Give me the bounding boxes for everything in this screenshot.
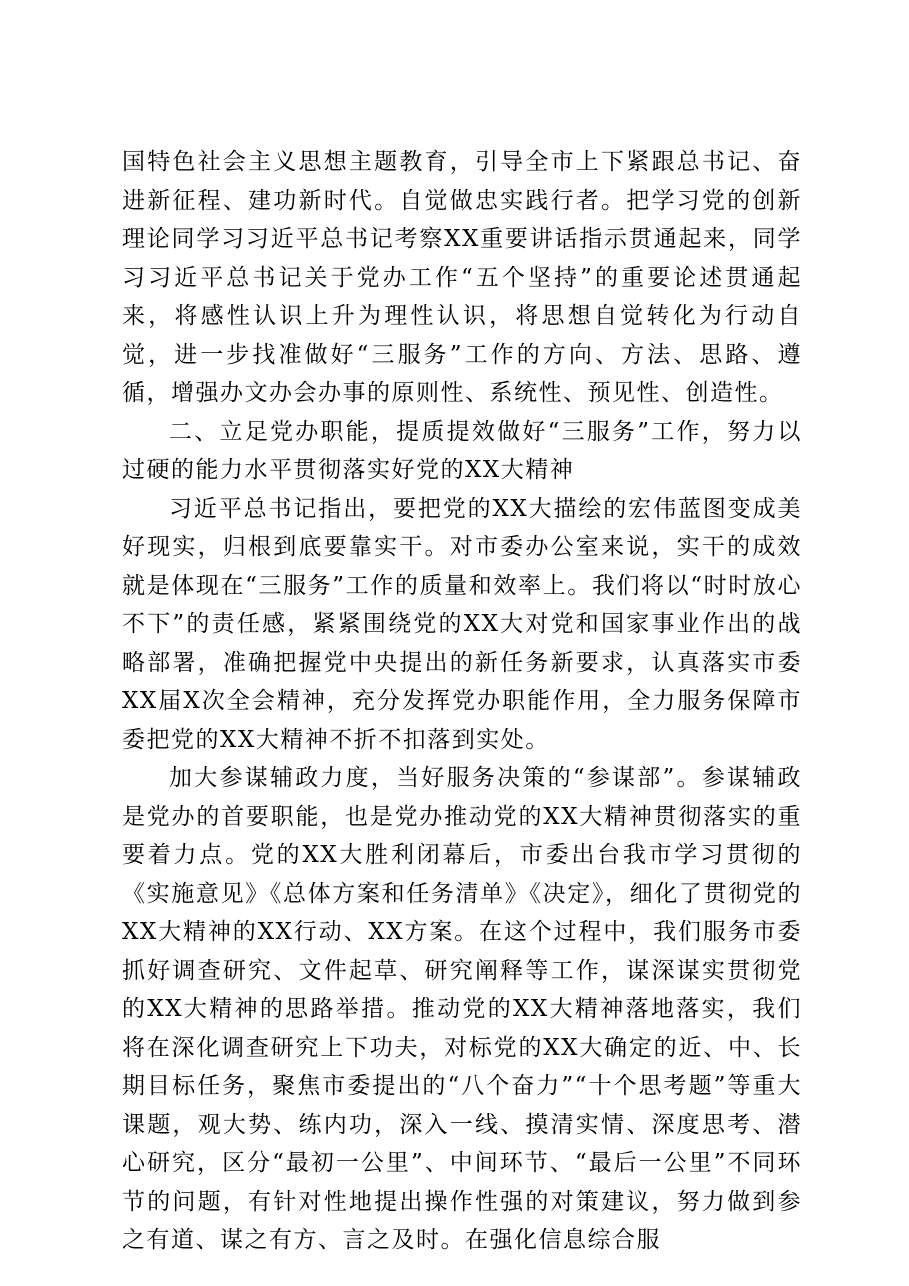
section-heading-two: 二、立足党办职能，提质提效做好“三服务”工作，努力以过硬的能力水平贯彻落实好党的XX大精神 [122,418,802,483]
paragraph-practical-work: 习近平总书记指出，要把党的XX大描绘的宏伟蓝图变成美好现实，归根到底要靠实干。对市委办公室来说，实干的成效就是体现在“三服务”工作的质量和效率上。我们将以“时时放心不下”的责任感，紧紧围绕党的XX大对党和国家事业作出的战略部署，准确把握党中央提出的新任务新要求，认真落实市委XX届X次全会精神，充分发挥党办职能作用，全力服务保障市委把党的XX大精神不折不扣落到实处。 [122,495,802,753]
document-body [122,143,802,1260]
paragraph-advisory-role: 加大参谋辅政力度，当好服务决策的“参谋部”。参谋辅政是党办的首要职能，也是党办推动党的XX大精神贯彻落实的重要着力点。党的XX大胜利闭幕后，市委出台我市学习贯彻的《实施意见》《总体方案和任务清单》《决定》，细化了贯彻党的XX大精神的XX行动、XX方案。在这个过程中，我们服务市委抓好调查研究、文件起草、研究阐释等工作，谋深谋实贯彻党的XX大精神的思路举措。推动党的XX大精神落地落实，我们将在深化调查研究上下功夫，对标党的XX大确定的近、中、长期目标任务，聚焦市委提出的“八个奋力”“十个思考题”等重大课题，观大势、练内功，深入一线、摸清实情、深度思考、潜心研究，区分“最初一公里”、中间环节、“最后一公里”不同环节的问题，有针对性地提出操作性强的对策建议，努力做到参之有道、谋之有方、言之及时。在强化信息综合服 [122,765,802,1253]
paragraph-continuation: 国特色社会主义思想主题教育，引导全市上下紧跟总书记、奋进新征程、建功新时代。自觉做忠实践行者。把学习党的创新理论同学习习近平总书记考察XX重要讲话指示贯通起来，同学习习近平总书记关于党办工作“五个坚持”的重要论述贯通起来，将感性认识上升为理性认识，将思想自觉转化为行动自觉，进一步找准做好“三服务”工作的方向、方法、思路、遵循，增强办文办会办事的原则性、系统性、预见性、创造性。 [122,149,802,406]
